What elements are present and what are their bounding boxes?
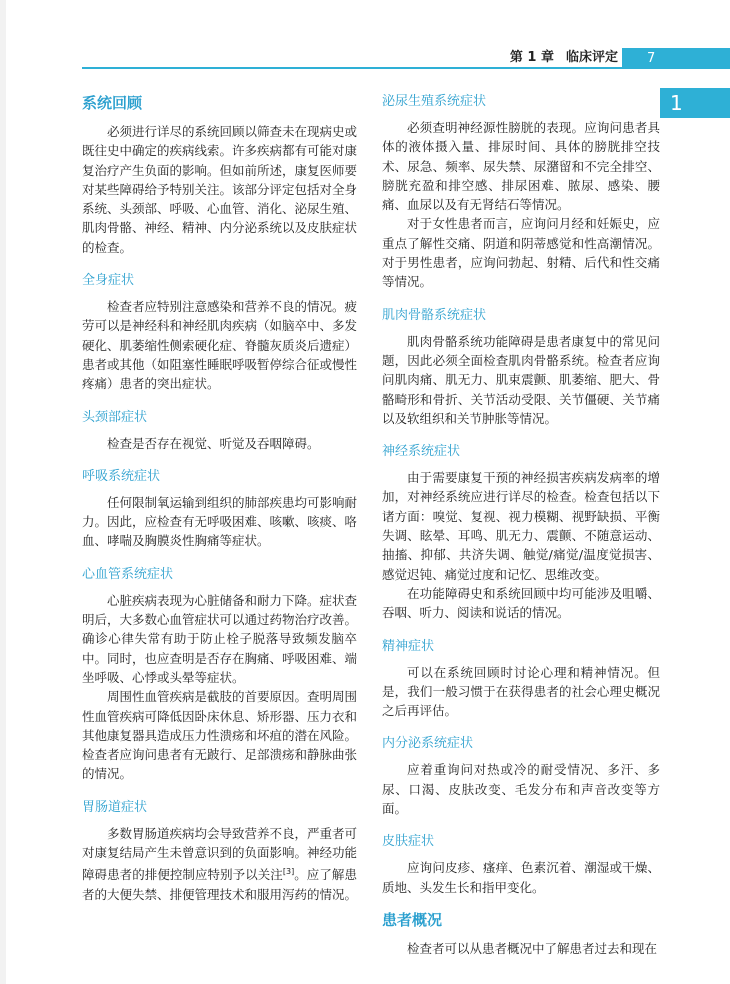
subsection-title-gastrointestinal: 胃肠道症状	[82, 799, 148, 815]
right-column	[382, 88, 660, 958]
paragraph-intro: 必须进行详尽的系统回顾以筛查未在现病史或既往史中确定的疾病线索。许多疾病都有可能对康复治疗产生负面的影响。但如前所述，康复医师要对某些障碍给予特别关注。该部分评定包括对全身系统、头颈部、呼吸、心血管、消化、泌尿生殖、肌肉骨骼、神经、精神、内分泌系统以及皮肤症状的检查。	[82, 124, 358, 255]
subsection-title-respiratory: 呼吸系统症状	[82, 468, 161, 484]
subsection-title-general: 全身症状	[82, 273, 135, 289]
chapter-tab	[660, 88, 730, 118]
subsection-title-endocrine: 内分泌系统症状	[382, 736, 474, 752]
page-gutter	[0, 0, 6, 984]
paragraph-cardiovascular-1: 心脏疾病表现为心脏储备和耐力下降。症状查明后，大多数心血管症状可以通过药物治疗改善。确诊心律失常有助于防止栓子脱落导致频发脑卒中。同时，也应查明是否存在胸痛、呼吸困难、端坐呼吸、心悸或头晕等症状。	[82, 592, 358, 685]
left-column	[82, 88, 357, 904]
paragraph-cardiovascular-2: 周围性血管疾病是截肢的首要原因。查明周围性血管疾病可降低因卧床休息、矫形器、压力衣和其他康复器具造成压力性溃疡和坏疽的潜在风险。检查者应询问患者有无跛行、足部溃疡和静脉曲张的情况。	[82, 689, 358, 782]
paragraph-musculoskeletal: 肌肉骨骼系统功能障碍是患者康复中的常见问题，因此必须全面检查肌肉骨骼系统。检查者应询问肌肉痛、肌无力、肌束震颤、肌萎缩、肥大、骨骼畸形和骨折、关节活动受限、关节僵硬、关节痛以及软组织和关节肿胀等情况。	[382, 333, 660, 426]
citation-ref: [3]	[282, 867, 295, 877]
paragraph-respiratory: 任何限制氧运输到组织的肺部疾患均可影响耐力。因此，应检查有无呼吸困难、咳嗽、咳痰、咯血、哮喘及胸膜炎性胸痛等症状。	[82, 494, 358, 549]
subsection-title-skin: 皮肤症状	[382, 834, 435, 850]
subsection-title-musculoskeletal: 肌肉骨骼系统症状	[382, 307, 487, 323]
subsection-title-head-neck: 头颈部症状	[82, 409, 148, 425]
gi-text-a: 多数胃肠道疾病均会导致营养不良，严重者可对康复结局产生未曾意识到的负面影响。神经功能障碍患者的排便控制应特别予以关注	[82, 825, 358, 883]
section-title-system-review: 系统回顾	[82, 94, 143, 112]
paragraph-gastrointestinal	[82, 824, 357, 904]
paragraph-neurological-2: 在功能障碍史和系统回顾中均可能涉及咀嚼、吞咽、听力、阅读和说话的情况。	[382, 585, 660, 621]
gi-text-b: 。应了解患者的大便失禁、排便管理技术和服用泻药的情况。	[82, 867, 358, 902]
page-number-box	[622, 48, 730, 69]
section-title-patient-profile: 患者概况	[382, 910, 443, 929]
paragraph-urogenital-2: 对于女性患者而言，应询问月经和妊娠史，应重点了解性交痛、阴道和阴蒂感觉和性高潮情况。对于男性患者，应询问勃起、射精、后代和性交痛等情况。	[382, 216, 660, 290]
paragraph-skin: 应询问皮疹、瘙痒、色素沉着、潮湿或干燥、质地、头发生长和指甲变化。	[382, 860, 660, 895]
paragraph-head-neck: 检查是否存在视觉、听觉及吞咽障碍。	[107, 435, 320, 451]
paragraph-patient-profile: 检查者可以从患者概况中了解患者过去和现在	[407, 940, 658, 956]
running-header	[0, 48, 730, 70]
paragraph-urogenital-1: 必须查明神经源性膀胱的表现。应询问患者具体的液体摄入量、排尿时间、具体的膀胱排空技术、尿急、频率、尿失禁、尿潴留和不完全排空、膀胱充盈和排空感、排尿困难、脓尿、感染、腰痛、血尿以及有无肾结石等情况。	[382, 120, 660, 213]
header-chapter	[510, 48, 618, 68]
chapter-tab-number: 1	[670, 91, 683, 115]
page-number: 7	[647, 51, 656, 66]
subsection-title-neurological: 神经系统症状	[382, 444, 461, 460]
paragraph-psychiatric: 可以在系统回顾时讨论心理和精神情况。但是，我们一般习惯于在获得患者的社会心理史概况之后再评估。	[382, 664, 660, 719]
subsection-title-cardiovascular: 心血管系统症状	[82, 566, 174, 582]
paragraph-general: 检查者应特别注意感染和营养不良的情况。疲劳可以是神经科和神经肌肉疾病（如脑卒中、多发硬化、肌萎缩性侧索硬化症、脊髓灰质炎后遗症）患者或其他（如阻塞性睡眠呼吸暂停综合征或慢性疼痛）患者的突出症状。	[82, 299, 358, 392]
paragraph-neurological-1: 由于需要康复干预的神经损害疾病发病率的增加，对神经系统应进行详尽的检查。检查包括以下诸方面：嗅觉、复视、视力模糊、视野缺损、平衡失调、眩晕、耳鸣、肌无力、震颤、不随意运动、抽搐、抑郁、共济失调、触觉/痛觉/温度觉损害、感觉迟钝、痛觉过度和记忆、思维改变。	[382, 470, 660, 582]
chapter-number: 第 1 章	[509, 50, 554, 65]
paragraph-endocrine: 应着重询问对热或冷的耐受情况、多汗、多尿、口渴、皮肤改变、毛发分布和声音改变等方面。	[382, 762, 660, 817]
subsection-title-psychiatric: 精神症状	[382, 638, 435, 654]
chapter-title: 临床评定	[565, 50, 618, 65]
subsection-title-urogenital: 泌尿生殖系统症状	[382, 94, 487, 109]
